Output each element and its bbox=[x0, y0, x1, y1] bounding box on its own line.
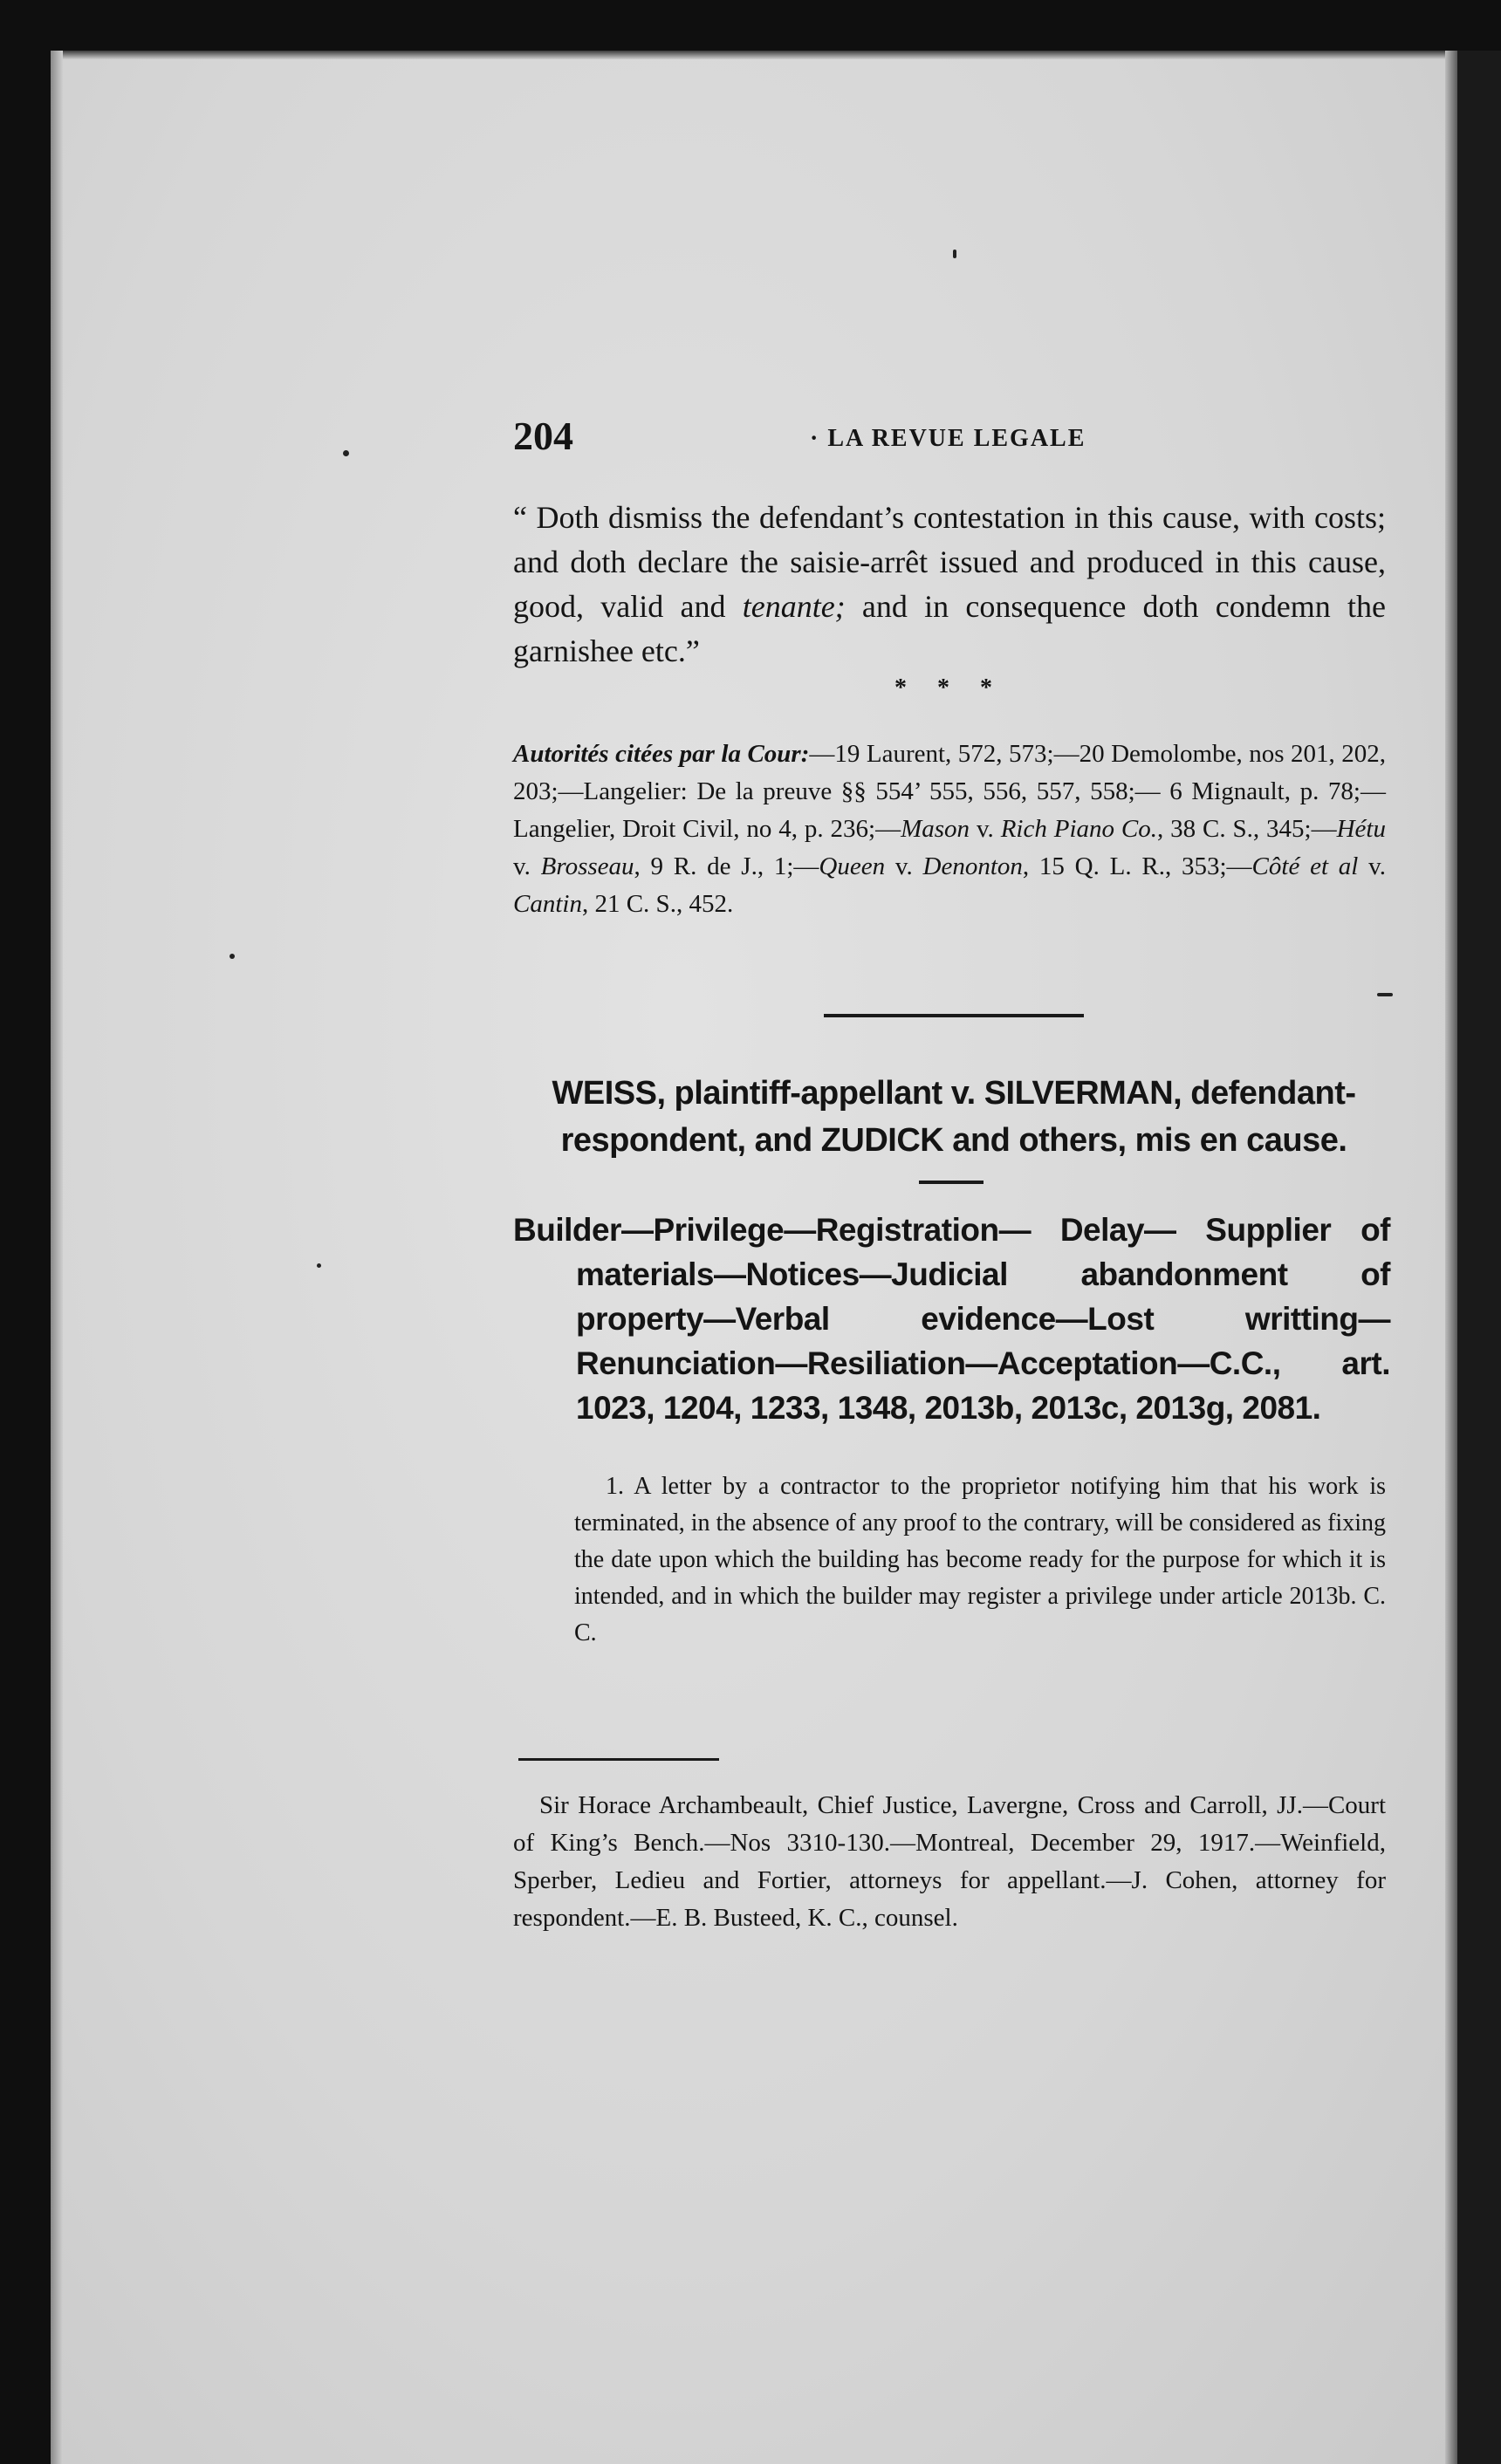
citation-text: , 15 Q. L. R., 353;— bbox=[1022, 852, 1252, 880]
scan-speck bbox=[953, 250, 956, 258]
quote-text-end: and in consequence doth condemn the garnishee etc.” bbox=[513, 589, 1386, 668]
running-head bbox=[513, 413, 1395, 465]
scan-border bbox=[1457, 51, 1501, 2464]
page-binding-shadow bbox=[51, 51, 63, 2464]
citation-text: , 38 C. S., 345;— bbox=[1157, 815, 1337, 843]
footnote-rule bbox=[518, 1758, 719, 1761]
citation-text: , 21 C. S., 452. bbox=[581, 890, 734, 918]
citation-text: v. bbox=[1358, 852, 1386, 880]
asterism-separator: * * * bbox=[894, 674, 1004, 702]
quote-text: “ Doth dismiss the defendant’s contestation in this cause, with costs; and doth declare the saisie-arrêt issued and produced in this cause, good, valid and bbox=[513, 500, 1386, 624]
scan-speck bbox=[343, 450, 349, 456]
citation-text: v. bbox=[885, 852, 923, 880]
judgment-quote bbox=[513, 496, 1386, 674]
authorities-label: Autorités citées par la Cour: bbox=[513, 740, 810, 768]
court-footnote: Sir Horace Archambeault, Chief Justice, Lavergne, Cross and Carroll, JJ.—Court of King’s Bench.—Nos 3310-130.—Montreal, December 29, 1917.—Weinfield, Sperber, Ledieu and Fortier, attorneys for appellant.—J. Cohen, attorney for respondent.—E. B. Busteed, K. C., counsel. bbox=[513, 1791, 1386, 1932]
page-top-edge bbox=[51, 51, 1445, 59]
citation-text: v. bbox=[513, 852, 541, 880]
case-citation-name: Hétu bbox=[1336, 815, 1386, 843]
headnote-paragraph: 1. A letter by a contractor to the proprietor notifying him that his work is terminated, in the absence of any proof to the contrary, will be considered as fixing the date upon which the building has become ready for the purpose for which it is intended, and in which the builder may register a privilege under article 2013b. C. C. bbox=[574, 1473, 1386, 1646]
short-divider-rule bbox=[919, 1181, 984, 1184]
subject-heading: Builder—Privilege—Registration— Delay— Supplier of materials—Notices—Judicial abandonment of property—Verbal evidence—Lost writting—Renunciation—Resiliation—Acceptation—C.C., art. 1023, 1204, 1233, 1348, 2013b, 2013c, 2013g, 2081. bbox=[513, 1212, 1390, 1426]
case-citation-name: Brosseau bbox=[540, 852, 634, 880]
case-citation-name: Queen bbox=[819, 852, 886, 880]
scan-speck bbox=[230, 954, 235, 959]
citation-text: v. bbox=[970, 815, 1001, 843]
scan-speck bbox=[1377, 993, 1393, 996]
citation-text: —19 Laurent, 572, 573;—20 Demolombe, nos 201, 202, 203;—Langelier: De la preuve §§ 554’ 555, 556, 557, 558;— 6 Mignault, p. 78;—Langelier, Droit Civil, no 4, p. 236;— bbox=[513, 740, 1387, 843]
page-fold-edge bbox=[1445, 51, 1457, 2464]
scanned-page bbox=[51, 51, 1445, 2464]
scan-speck bbox=[317, 1263, 321, 1268]
case-citation-name: Mason bbox=[901, 815, 970, 843]
case-citation-name: Denonton bbox=[922, 852, 1023, 880]
quote-italic-term: tenante; bbox=[742, 589, 846, 624]
case-citation-name: Rich Piano Co. bbox=[1000, 815, 1157, 843]
case-citation-name: Côté et al bbox=[1251, 852, 1359, 880]
page-number: 204 bbox=[513, 414, 573, 458]
citation-text: , 9 R. de J., 1;— bbox=[634, 852, 819, 880]
case-title bbox=[513, 1070, 1395, 1164]
case-title-line: respondent, and ZUDICK and others, mis en cause. bbox=[560, 1122, 1347, 1159]
journal-title: · LA REVUE LEGALE bbox=[810, 425, 1086, 452]
authorities-cited bbox=[513, 736, 1386, 923]
case-title-line: WEISS, plaintiff-appellant v. SILVERMAN, defendant- bbox=[552, 1075, 1356, 1112]
section-divider-rule bbox=[824, 1014, 1084, 1017]
case-citation-name: Cantin bbox=[513, 890, 582, 918]
